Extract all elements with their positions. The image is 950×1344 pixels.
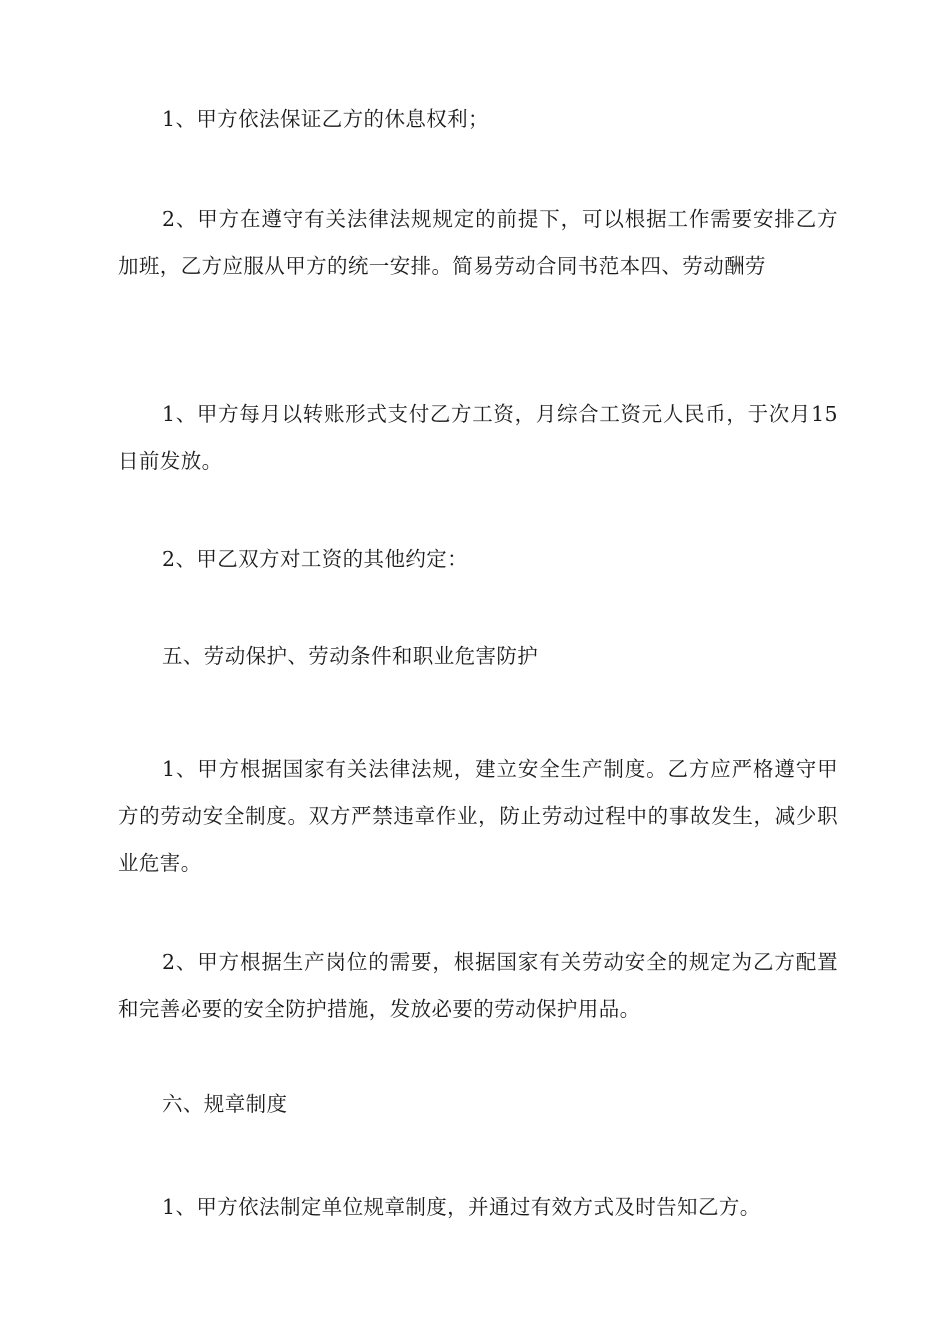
- rules-notice-paragraph: 1、甲方依法制定单位规章制度，并通过有效方式及时告知乙方。: [162, 1195, 761, 1219]
- salary-other-agreement-paragraph: 2、甲乙双方对工资的其他约定：: [162, 547, 469, 571]
- protective-equipment-paragraph: 2、甲方根据生产岗位的需要，根据国家有关劳动安全的规定为乙方配置和完善必要的安全防护措施，发放必要的劳动保护用品。: [118, 950, 838, 1021]
- overtime-paragraph: 2、甲方在遵守有关法律法规规定的前提下，可以根据工作需要安排乙方加班，乙方应服从甲方的统一安排。简易劳动合同书范本四、劳动酬劳: [118, 207, 838, 278]
- rest-rights-paragraph: 1、甲方依法保证乙方的休息权利；: [162, 107, 489, 131]
- salary-payment-paragraph: 1、甲方每月以转账形式支付乙方工资，月综合工资元人民币，于次月15日前发放。: [118, 402, 838, 473]
- section-heading-labor-protection: 五、劳动保护、劳动条件和职业危害防护: [162, 644, 539, 668]
- safety-system-paragraph: 1、甲方根据国家有关法律法规，建立安全生产制度。乙方应严格遵守甲方的劳动安全制度。双方严禁违章作业，防止劳动过程中的事故发生，减少职业危害。: [118, 757, 838, 875]
- section-heading-rules: 六、规章制度: [162, 1092, 288, 1116]
